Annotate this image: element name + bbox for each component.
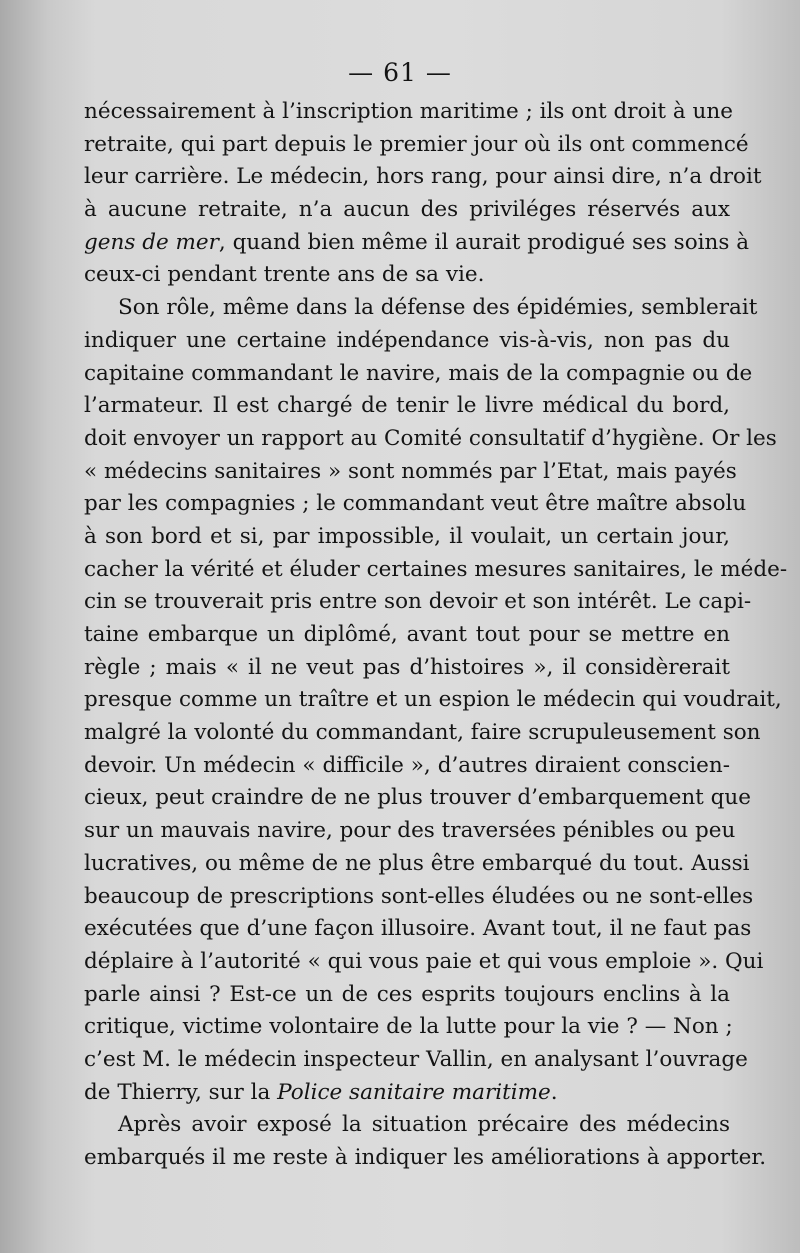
text-line — [84, 1044, 748, 1077]
text-segment: à son bord et si, par impossible, il voulait, un certain jour, — [84, 523, 730, 549]
text-line — [84, 325, 730, 358]
text-line — [84, 848, 750, 881]
text-line — [84, 586, 752, 619]
text-segment: embarqués il me reste à indiquer les améliorations à apporter. — [84, 1145, 767, 1170]
text-segment: parle ainsi ? Est-ce un de ces esprits toujours enclins à la — [84, 981, 730, 1007]
text-line — [84, 619, 730, 652]
text-segment: . — [550, 1079, 558, 1105]
body-text — [84, 96, 788, 1175]
text-line — [84, 979, 730, 1012]
text-line — [84, 292, 758, 325]
text-line — [84, 946, 764, 979]
text-line — [84, 554, 788, 587]
text-segment: lucratives, ou même de ne plus être embarqué du tout. Aussi — [84, 850, 750, 876]
text-segment: presque comme un traître et un espion le médecin qui voudrait, — [84, 687, 782, 713]
text-segment: Après avoir exposé la situation précaire des médecins — [118, 1112, 730, 1138]
text-segment: Son rôle, même dans la défense des épidémies, semblerait — [118, 295, 758, 321]
text-line — [84, 259, 730, 292]
text-segment: retraite, qui part depuis le premier jour où ils ont commencé — [84, 131, 749, 157]
text-segment: « médecins sanitaires » sont nommés par l’Etat, mais payés — [84, 458, 737, 484]
text-segment: cacher la vérité et éluder certaines mesures sanitaires, le méde- — [84, 556, 788, 582]
text-segment: l’armateur. Il est chargé de tenir le livre médical du bord, — [84, 393, 730, 419]
text-segment: doit envoyer un rapport au Comité consultatif d’hygiène. Or les — [84, 425, 777, 451]
text-segment: taine embarque un diplômé, avant tout pour se mettre en — [84, 622, 730, 647]
text-segment: malgré la volonté du commandant, faire scrupuleusement son — [84, 720, 761, 746]
text-line — [84, 227, 750, 260]
text-segment: sur un mauvais navire, pour des traversées pénibles ou peu — [84, 818, 736, 844]
text-segment: cieux, peut craindre de ne plus trouver d’embarquement que — [84, 785, 751, 811]
text-line — [84, 194, 730, 227]
text-line — [84, 390, 730, 423]
text-line — [84, 1142, 767, 1175]
text-segment: cin se trouverait pris entre son devoir et son intérêt. Le capi- — [84, 589, 752, 615]
text-line — [84, 358, 753, 391]
text-line — [84, 717, 761, 750]
text-line — [84, 161, 762, 194]
italic-text-segment: gens de mer — [84, 229, 219, 255]
text-segment: leur carrière. Le médecin, hors rang, pour ainsi dire, n’a droit — [84, 164, 762, 190]
text-line — [84, 129, 749, 162]
text-line — [84, 815, 736, 848]
text-line — [84, 1011, 733, 1044]
text-segment: de Thierry, sur la — [84, 1079, 278, 1105]
text-line — [84, 913, 752, 946]
text-segment: c’est M. le médecin inspecteur Vallin, en analysant l’ouvrage — [84, 1046, 748, 1072]
text-line — [84, 456, 737, 489]
text-line — [84, 652, 730, 685]
text-segment: capitaine commandant le navire, mais de la compagnie ou de — [84, 360, 753, 386]
text-segment: règle ; mais « il ne veut pas d’histoires », il considèrerait — [84, 654, 730, 680]
text-segment: par les compagnies ; le commandant veut être maître absolu — [84, 491, 747, 517]
text-line — [84, 521, 730, 554]
text-line — [84, 423, 777, 456]
text-line — [84, 1109, 730, 1142]
page-number: — 61 — — [348, 58, 452, 87]
text-segment: , quand bien même il aurait prodigué ses soins à — [218, 229, 750, 255]
text-segment: ceux-ci pendant trente ans de sa vie. — [84, 262, 485, 288]
text-line — [84, 684, 782, 717]
text-segment: devoir. Un médecin « difficile », d’autres diraient conscien- — [84, 752, 730, 778]
text-line — [84, 782, 751, 815]
text-segment: nécessairement à l’inscription maritime ; ils ont droit à une — [84, 99, 733, 124]
text-segment: à aucune retraite, n’a aucun des priviléges réservés aux — [84, 197, 730, 223]
text-segment: exécutées que d’une façon illusoire. Avant tout, il ne faut pas — [84, 916, 752, 942]
text-segment: déplaire à l’autorité « qui vous paie et qui vous emploie ». Qui — [84, 948, 764, 974]
italic-text-segment: Police sanitaire maritime — [277, 1079, 551, 1105]
text-segment: beaucoup de prescriptions sont-elles éludées ou ne sont-elles — [84, 883, 754, 909]
text-line — [84, 1077, 730, 1110]
text-line — [84, 488, 747, 521]
text-segment: critique, victime volontaire de la lutte pour la vie ? — Non ; — [84, 1014, 733, 1040]
text-line — [84, 881, 754, 914]
text-segment: indiquer une certaine indépendance vis-à-vis, non pas du — [84, 327, 730, 353]
text-line — [84, 96, 733, 129]
text-line — [84, 750, 730, 783]
